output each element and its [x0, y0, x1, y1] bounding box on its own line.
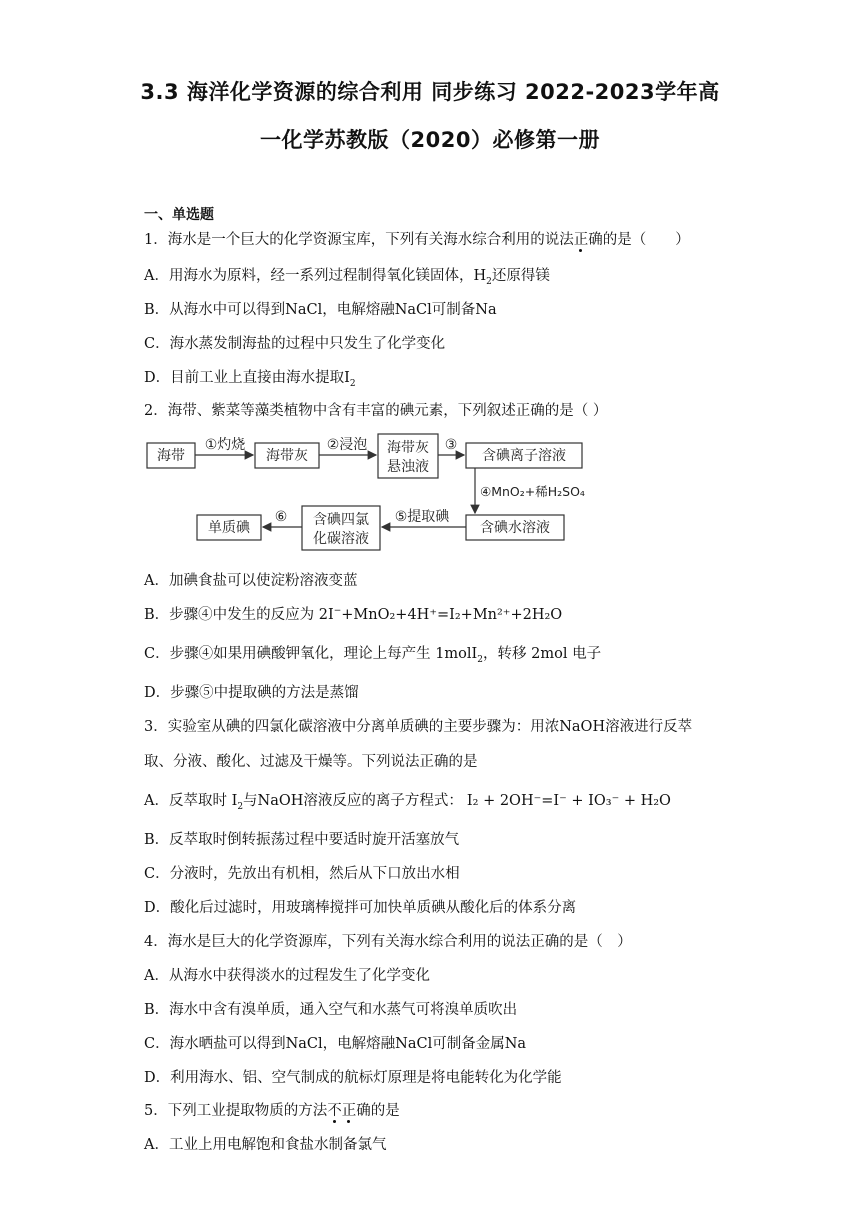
q5-stem: 5．下列工业提取物质的方法不正确的是 — [144, 1103, 400, 1119]
document-title-line2: 一化学苏教版（2020）必修第一册 — [260, 128, 600, 152]
q4-option-c: C．海水晒盐可以得到NaCl，电解熔融NaCl可制备金属Na — [144, 1036, 527, 1052]
flow-label-ash-suspension-2: 悬浊液 — [387, 459, 429, 475]
section-heading: 一、单选题 — [144, 207, 214, 223]
flow-step-6: ⑥ — [274, 509, 288, 525]
flow-label-iodide-solution: 含碘离子溶液 — [482, 448, 566, 464]
q3-option-d: D．酸化后过滤时，用玻璃棒搅拌可加快单质碘从酸化后的体系分离 — [144, 900, 577, 916]
document-title-line1: 3.3 海洋化学资源的综合利用 同步练习 2022-2023学年高 — [140, 80, 720, 104]
q2-option-c: C．步骤④如果用碘酸钾氧化，理论上每产生 1molI$_2$，转移 2mol 电子 — [144, 646, 602, 665]
q3-stem-line2: 取、分液、酸化、过滤及干燥等。下列说法正确的是 — [144, 754, 478, 770]
q4-option-d: D．利用海水、铝、空气制成的航标灯原理是将电能转化为化学能 — [144, 1070, 562, 1086]
flow-step-5: ⑤提取碘 — [394, 509, 450, 525]
q1-option-b: B．从海水中可以得到NaCl，电解熔融NaCl可制备Na — [144, 302, 497, 318]
q3-option-b: B．反萃取时倒转振荡过程中要适时旋开活塞放气 — [144, 832, 460, 848]
flow-step-3: ③ — [444, 437, 458, 453]
flow-step-4: ④MnO₂+稀H₂SO₄ — [480, 484, 585, 499]
flow-label-elemental-iodine: 单质碘 — [208, 520, 250, 536]
q2-stem: 2．海带、紫菜等藻类植物中含有丰富的碘元素，下列叙述正确的是（ ） — [144, 403, 608, 419]
q4-stem: 4．海水是巨大的化学资源库，下列有关海水综合利用的说法正确的是（ ） — [144, 934, 632, 950]
q2-option-d: D．步骤⑤中提取碘的方法是蒸馏 — [144, 685, 359, 701]
q1-option-c: C．海水蒸发制海盐的过程中只发生了化学变化 — [144, 336, 446, 352]
q1-option-d: D．目前工业上直接由海水提取$I_2$ — [144, 370, 356, 389]
q5-option-a: A．工业上用电解饱和食盐水制备氯气 — [144, 1137, 387, 1153]
flow-step-1: ①灼烧 — [204, 437, 246, 453]
q2-option-a: A．加碘食盐可以使淀粉溶液变蓝 — [144, 573, 358, 589]
q1-stem: 1．海水是一个巨大的化学资源宝库，下列有关海水综合利用的说法正确的是（ ） — [144, 232, 690, 248]
flow-label-iodine-ccl4-1: 含碘四氯 — [313, 512, 369, 528]
q4-option-b: B．海水中含有溴单质，通入空气和水蒸气可将溴单质吹出 — [144, 1002, 518, 1018]
flow-label-iodine-ccl4-2: 化碳溶液 — [313, 531, 369, 547]
q2-option-b: B．步骤④中发生的反应为 2I−+MnO₂+4H⁺=I₂+Mn²⁺+2H₂O — [144, 606, 563, 623]
flow-label-ash-suspension-1: 海带灰 — [387, 440, 429, 456]
flow-label-kelp-ash: 海带灰 — [266, 448, 308, 464]
q3-stem-line1: 3．实验室从碘的四氯化碳溶液中分离单质碘的主要步骤为：用浓NaOH溶液进行反萃 — [144, 719, 693, 735]
iodine-extraction-flowchart — [140, 430, 600, 555]
q3-option-c: C．分液时，先放出有机相，然后从下口放出水相 — [144, 866, 460, 882]
q1-option-a: A．用海水为原料，经一系列过程制得氧化镁固体，$H_2$还原得镁 — [144, 268, 550, 287]
flow-step-2: ②浸泡 — [326, 437, 368, 453]
flow-label-kelp: 海带 — [157, 448, 185, 464]
q4-option-a: A．从海水中获得淡水的过程发生了化学变化 — [144, 968, 430, 984]
flow-label-iodine-water: 含碘水溶液 — [480, 520, 550, 536]
q3-option-a: A．反萃取时 $I_2$与NaOH溶液反应的离子方程式： I₂ + 2OH⁻=I⁻ + IO₃⁻ + H₂O — [144, 793, 671, 812]
